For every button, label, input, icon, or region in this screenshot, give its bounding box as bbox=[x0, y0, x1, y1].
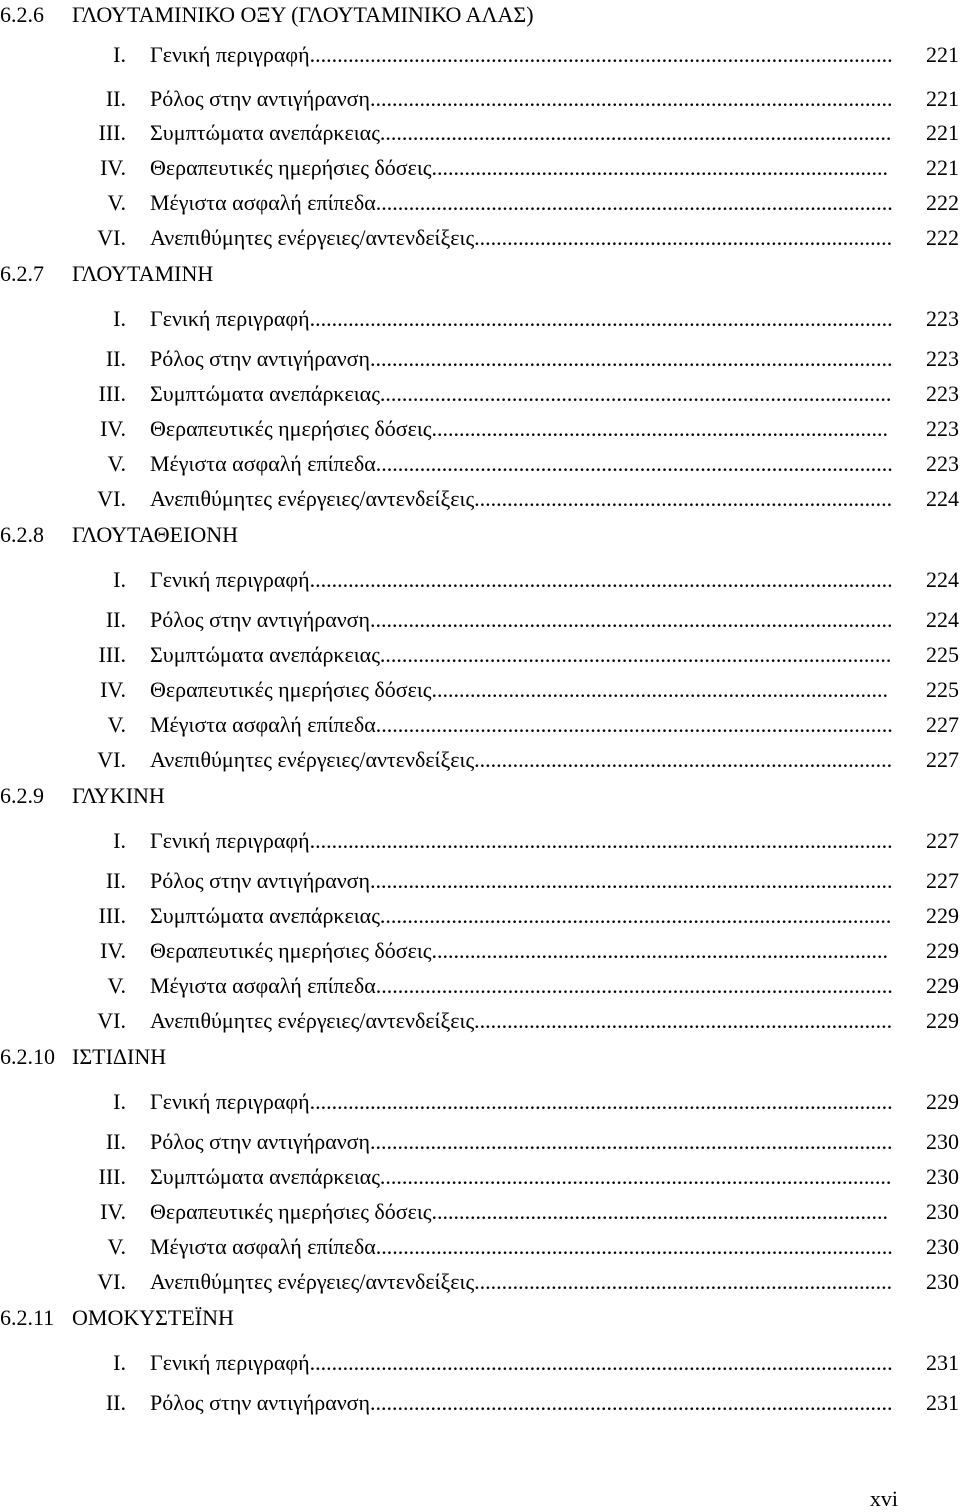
toc-entry[interactable] bbox=[0, 225, 960, 251]
dot-leader: ............................................................................................. bbox=[379, 381, 892, 406]
dot-leader: ............................................................................................. bbox=[379, 1164, 892, 1189]
entry-roman-numeral: VI. bbox=[97, 1269, 126, 1294]
entry-roman-numeral: I. bbox=[113, 1089, 126, 1114]
entry-title-with-leader bbox=[150, 1234, 895, 1260]
entry-title-with-leader bbox=[150, 1008, 895, 1034]
entry-title-with-leader bbox=[150, 451, 895, 477]
toc-entry[interactable] bbox=[0, 1089, 960, 1115]
section-title: ΓΛΟΥΤΑΘΕΙΟΝΗ bbox=[72, 522, 239, 547]
entry-page-number: 222 bbox=[926, 190, 959, 215]
entry-title-with-leader bbox=[150, 677, 895, 703]
entry-page-number: 221 bbox=[926, 42, 959, 67]
entry-page-number: 224 bbox=[926, 486, 959, 511]
toc-entry[interactable] bbox=[0, 677, 960, 703]
entry-page-number: 231 bbox=[926, 1350, 959, 1375]
dot-leader: ............................................................................................. bbox=[379, 903, 892, 928]
dot-leader: ................................................................................... bbox=[431, 416, 889, 441]
entry-page-number: 223 bbox=[926, 451, 959, 476]
dot-leader: ............................................................................ bbox=[474, 225, 893, 250]
entry-page-number: 229 bbox=[926, 938, 959, 963]
section-title: ΓΛΟΥΤΑΜΙΝΗ bbox=[72, 261, 214, 286]
entry-title: Θεραπευτικές ημερήσιες δόσεις bbox=[150, 416, 432, 441]
entry-title: Θεραπευτικές ημερήσιες δόσεις bbox=[150, 938, 432, 963]
toc-entry[interactable] bbox=[0, 1269, 960, 1295]
entry-page-number: 227 bbox=[926, 828, 959, 853]
entry-title-with-leader bbox=[150, 607, 895, 633]
toc-entry[interactable] bbox=[0, 1164, 960, 1190]
entry-roman-numeral: II. bbox=[105, 607, 126, 632]
entry-page-number: 224 bbox=[926, 607, 959, 632]
toc-entry[interactable] bbox=[0, 642, 960, 668]
entry-page-number: 229 bbox=[926, 973, 959, 998]
entry-page-number: 231 bbox=[926, 1390, 959, 1415]
entry-roman-numeral: IV. bbox=[100, 416, 126, 441]
entry-title-with-leader bbox=[150, 346, 895, 372]
entry-roman-numeral: V. bbox=[107, 190, 126, 215]
dot-leader: ............................................................................................... bbox=[370, 607, 893, 632]
entry-title-with-leader bbox=[150, 938, 895, 964]
dot-leader: ................................................................................... bbox=[431, 938, 889, 963]
toc-entry[interactable] bbox=[0, 973, 960, 999]
dot-leader: .......................................................................................................... bbox=[309, 567, 893, 592]
entry-title-with-leader bbox=[150, 1129, 895, 1155]
dot-leader: .............................................................................................. bbox=[375, 1234, 893, 1259]
entry-roman-numeral: III. bbox=[98, 381, 126, 406]
entry-title-with-leader bbox=[150, 1390, 895, 1416]
entry-title-with-leader bbox=[150, 86, 895, 112]
entry-roman-numeral: III. bbox=[98, 120, 126, 145]
entry-title-with-leader bbox=[150, 1164, 895, 1190]
dot-leader: ............................................................................................... bbox=[370, 86, 893, 111]
entry-roman-numeral: VI. bbox=[97, 1008, 126, 1033]
entry-roman-numeral: IV. bbox=[100, 677, 126, 702]
dot-leader: ............................................................................ bbox=[474, 1269, 893, 1294]
section-title: ΓΛΥΚΙΝΗ bbox=[72, 783, 165, 808]
entry-roman-numeral: II. bbox=[105, 868, 126, 893]
entry-title-with-leader bbox=[150, 828, 895, 854]
entry-title: Ανεπιθύμητες ενέργειες/αντενδείξεις bbox=[150, 486, 475, 511]
entry-title: Συμπτώματα ανεπάρκειας bbox=[150, 120, 380, 145]
entry-roman-numeral: I. bbox=[113, 42, 126, 67]
toc-entry[interactable] bbox=[0, 120, 960, 146]
dot-leader: .............................................................................................. bbox=[375, 712, 893, 737]
dot-leader: .............................................................................................. bbox=[375, 451, 893, 476]
entry-title-with-leader bbox=[150, 747, 895, 773]
entry-roman-numeral: I. bbox=[113, 828, 126, 853]
entry-roman-numeral: VI. bbox=[97, 225, 126, 250]
toc-entry[interactable] bbox=[0, 381, 960, 407]
section-number: 6.2.10 bbox=[0, 1044, 55, 1069]
entry-roman-numeral: II. bbox=[105, 346, 126, 371]
entry-title: Ρόλος στην αντιγήρανση bbox=[150, 868, 371, 893]
dot-leader: ............................................................................................... bbox=[370, 1129, 893, 1154]
entry-page-number: 223 bbox=[926, 306, 959, 331]
entry-title-with-leader bbox=[150, 190, 895, 216]
entry-title-with-leader bbox=[150, 120, 895, 146]
toc-entry[interactable] bbox=[0, 938, 960, 964]
entry-page-number: 225 bbox=[926, 642, 959, 667]
entry-roman-numeral: IV. bbox=[100, 938, 126, 963]
entry-roman-numeral: II. bbox=[105, 1390, 126, 1415]
toc-entry[interactable] bbox=[0, 346, 960, 372]
section-number: 6.2.9 bbox=[0, 783, 44, 808]
entry-roman-numeral: VI. bbox=[97, 747, 126, 772]
dot-leader: ................................................................................... bbox=[431, 1199, 889, 1224]
toc-entry[interactable] bbox=[0, 712, 960, 738]
entry-page-number: 229 bbox=[926, 1089, 959, 1114]
entry-title-with-leader bbox=[150, 1350, 895, 1376]
page-number: xvi bbox=[869, 1486, 898, 1511]
section-title: ΓΛΟΥΤΑΜΙΝΙΚΟ ΟΞΥ (ΓΛΟΥΤΑΜΙΝΙΚΟ ΑΛΑΣ) bbox=[72, 2, 534, 27]
toc-entry[interactable] bbox=[0, 607, 960, 633]
entry-title: Συμπτώματα ανεπάρκειας bbox=[150, 903, 380, 928]
entry-page-number: 230 bbox=[926, 1269, 959, 1294]
toc-entry[interactable] bbox=[0, 828, 960, 854]
entry-title: Γενική περιγραφή bbox=[150, 306, 310, 331]
entry-title: Ρόλος στην αντιγήρανση bbox=[150, 607, 371, 632]
entry-page-number: 227 bbox=[926, 868, 959, 893]
toc-entry[interactable] bbox=[0, 86, 960, 112]
entry-title: Συμπτώματα ανεπάρκειας bbox=[150, 381, 380, 406]
entry-title-with-leader bbox=[150, 225, 895, 251]
entry-title-with-leader bbox=[150, 868, 895, 894]
entry-title-with-leader bbox=[150, 567, 895, 593]
toc-entry[interactable] bbox=[0, 1008, 960, 1034]
entry-page-number: 227 bbox=[926, 712, 959, 737]
dot-leader: .......................................................................................................... bbox=[309, 828, 893, 853]
entry-roman-numeral: III. bbox=[98, 903, 126, 928]
entry-title-with-leader bbox=[150, 1089, 895, 1115]
toc-entry[interactable] bbox=[0, 451, 960, 477]
toc-entry[interactable] bbox=[0, 416, 960, 442]
toc-entry[interactable] bbox=[0, 868, 960, 894]
toc-entry[interactable] bbox=[0, 1199, 960, 1225]
entry-title-with-leader bbox=[150, 381, 895, 407]
toc-entry[interactable] bbox=[0, 306, 960, 332]
entry-roman-numeral: II. bbox=[105, 86, 126, 111]
entry-page-number: 229 bbox=[926, 1008, 959, 1033]
entry-roman-numeral: V. bbox=[107, 1234, 126, 1259]
entry-title: Θεραπευτικές ημερήσιες δόσεις bbox=[150, 677, 432, 702]
entry-title: Ανεπιθύμητες ενέργειες/αντενδείξεις bbox=[150, 1008, 475, 1033]
entry-title-with-leader bbox=[150, 42, 895, 68]
entry-title: Μέγιστα ασφαλή επίπεδα bbox=[150, 451, 376, 476]
dot-leader: ............................................................................ bbox=[474, 747, 893, 772]
entry-title: Ρόλος στην αντιγήρανση bbox=[150, 1390, 371, 1415]
entry-page-number: 223 bbox=[926, 346, 959, 371]
toc-entry[interactable] bbox=[0, 747, 960, 773]
entry-roman-numeral: V. bbox=[107, 712, 126, 737]
dot-leader: ............................................................................................. bbox=[379, 642, 892, 667]
entry-roman-numeral: V. bbox=[107, 451, 126, 476]
dot-leader: .......................................................................................................... bbox=[309, 1089, 893, 1114]
toc-entry[interactable] bbox=[0, 155, 960, 181]
entry-title-with-leader bbox=[150, 486, 895, 512]
section-heading bbox=[0, 1044, 166, 1070]
entry-title: Γενική περιγραφή bbox=[150, 828, 310, 853]
entry-title: Συμπτώματα ανεπάρκειας bbox=[150, 1164, 380, 1189]
section-title: ΙΣΤΙΔΙΝΗ bbox=[72, 1044, 167, 1069]
section-heading bbox=[0, 522, 238, 548]
toc-entry[interactable] bbox=[0, 1234, 960, 1260]
entry-title-with-leader bbox=[150, 903, 895, 929]
toc-entry[interactable] bbox=[0, 903, 960, 929]
entry-title-with-leader bbox=[150, 416, 895, 442]
entry-title: Ρόλος στην αντιγήρανση bbox=[150, 86, 371, 111]
section-number: 6.2.8 bbox=[0, 522, 44, 547]
entry-title-with-leader bbox=[150, 973, 895, 999]
entry-title: Γενική περιγραφή bbox=[150, 1089, 310, 1114]
section-heading bbox=[0, 261, 213, 287]
dot-leader: .......................................................................................................... bbox=[309, 306, 893, 331]
entry-title: Θεραπευτικές ημερήσιες δόσεις bbox=[150, 155, 432, 180]
dot-leader: ............................................................................ bbox=[474, 486, 893, 511]
entry-title: Ανεπιθύμητες ενέργειες/αντενδείξεις bbox=[150, 747, 475, 772]
toc-entry[interactable] bbox=[0, 42, 960, 68]
toc-entry[interactable] bbox=[0, 1390, 960, 1416]
toc-entry[interactable] bbox=[0, 190, 960, 216]
dot-leader: .......................................................................................................... bbox=[309, 1350, 893, 1375]
entry-page-number: 221 bbox=[926, 120, 959, 145]
entry-roman-numeral: IV. bbox=[100, 1199, 126, 1224]
entry-title: Μέγιστα ασφαλή επίπεδα bbox=[150, 712, 376, 737]
dot-leader: .............................................................................................. bbox=[375, 973, 893, 998]
entry-page-number: 225 bbox=[926, 677, 959, 702]
entry-page-number: 230 bbox=[926, 1164, 959, 1189]
entry-roman-numeral: I. bbox=[113, 567, 126, 592]
entry-page-number: 230 bbox=[926, 1129, 959, 1154]
dot-leader: ............................................................................ bbox=[474, 1008, 893, 1033]
entry-roman-numeral: II. bbox=[105, 1129, 126, 1154]
entry-roman-numeral: IV. bbox=[100, 155, 126, 180]
section-heading bbox=[0, 1305, 234, 1331]
section-number: 6.2.11 bbox=[0, 1305, 55, 1330]
toc-entry[interactable] bbox=[0, 1350, 960, 1376]
dot-leader: ............................................................................................... bbox=[370, 346, 893, 371]
entry-title: Μέγιστα ασφαλή επίπεδα bbox=[150, 973, 376, 998]
entry-title-with-leader bbox=[150, 1199, 895, 1225]
entry-page-number: 221 bbox=[926, 86, 959, 111]
toc-entry[interactable] bbox=[0, 486, 960, 512]
entry-page-number: 223 bbox=[926, 381, 959, 406]
dot-leader: ................................................................................... bbox=[431, 677, 889, 702]
section-heading bbox=[0, 783, 165, 809]
section-heading bbox=[0, 2, 534, 28]
dot-leader: ............................................................................................. bbox=[379, 120, 892, 145]
entry-page-number: 230 bbox=[926, 1199, 959, 1224]
entry-page-number: 223 bbox=[926, 416, 959, 441]
section-number: 6.2.6 bbox=[0, 2, 44, 27]
entry-roman-numeral: V. bbox=[107, 973, 126, 998]
entry-title-with-leader bbox=[150, 306, 895, 332]
entry-page-number: 227 bbox=[926, 747, 959, 772]
entry-title-with-leader bbox=[150, 155, 895, 181]
entry-title: Ρόλος στην αντιγήρανση bbox=[150, 1129, 371, 1154]
entry-roman-numeral: III. bbox=[98, 1164, 126, 1189]
dot-leader: ............................................................................................... bbox=[370, 1390, 893, 1415]
entry-title: Γενική περιγραφή bbox=[150, 567, 310, 592]
entry-title: Θεραπευτικές ημερήσιες δόσεις bbox=[150, 1199, 432, 1224]
entry-page-number: 229 bbox=[926, 903, 959, 928]
dot-leader: .............................................................................................. bbox=[375, 190, 893, 215]
entry-title-with-leader bbox=[150, 642, 895, 668]
entry-page-number: 224 bbox=[926, 567, 959, 592]
entry-page-number: 230 bbox=[926, 1234, 959, 1259]
entry-roman-numeral: III. bbox=[98, 642, 126, 667]
toc-entry[interactable] bbox=[0, 567, 960, 593]
section-number: 6.2.7 bbox=[0, 261, 44, 286]
dot-leader: ............................................................................................... bbox=[370, 868, 893, 893]
dot-leader: ................................................................................... bbox=[431, 155, 889, 180]
entry-title: Ανεπιθύμητες ενέργειες/αντενδείξεις bbox=[150, 1269, 475, 1294]
entry-roman-numeral: I. bbox=[113, 306, 126, 331]
entry-title-with-leader bbox=[150, 1269, 895, 1295]
entry-title: Ανεπιθύμητες ενέργειες/αντενδείξεις bbox=[150, 225, 475, 250]
entry-title-with-leader bbox=[150, 712, 895, 738]
entry-title: Γενική περιγραφή bbox=[150, 1350, 310, 1375]
dot-leader: .......................................................................................................... bbox=[309, 42, 893, 67]
entry-title: Μέγιστα ασφαλή επίπεδα bbox=[150, 1234, 376, 1259]
toc-entry[interactable] bbox=[0, 1129, 960, 1155]
entry-page-number: 222 bbox=[926, 225, 959, 250]
entry-title: Ρόλος στην αντιγήρανση bbox=[150, 346, 371, 371]
entry-title: Μέγιστα ασφαλή επίπεδα bbox=[150, 190, 376, 215]
entry-roman-numeral: VI. bbox=[97, 486, 126, 511]
entry-title: Συμπτώματα ανεπάρκειας bbox=[150, 642, 380, 667]
entry-page-number: 221 bbox=[926, 155, 959, 180]
entry-title: Γενική περιγραφή bbox=[150, 42, 310, 67]
section-title: ΟΜΟΚΥΣΤΕΪΝΗ bbox=[72, 1305, 234, 1330]
entry-roman-numeral: I. bbox=[113, 1350, 126, 1375]
